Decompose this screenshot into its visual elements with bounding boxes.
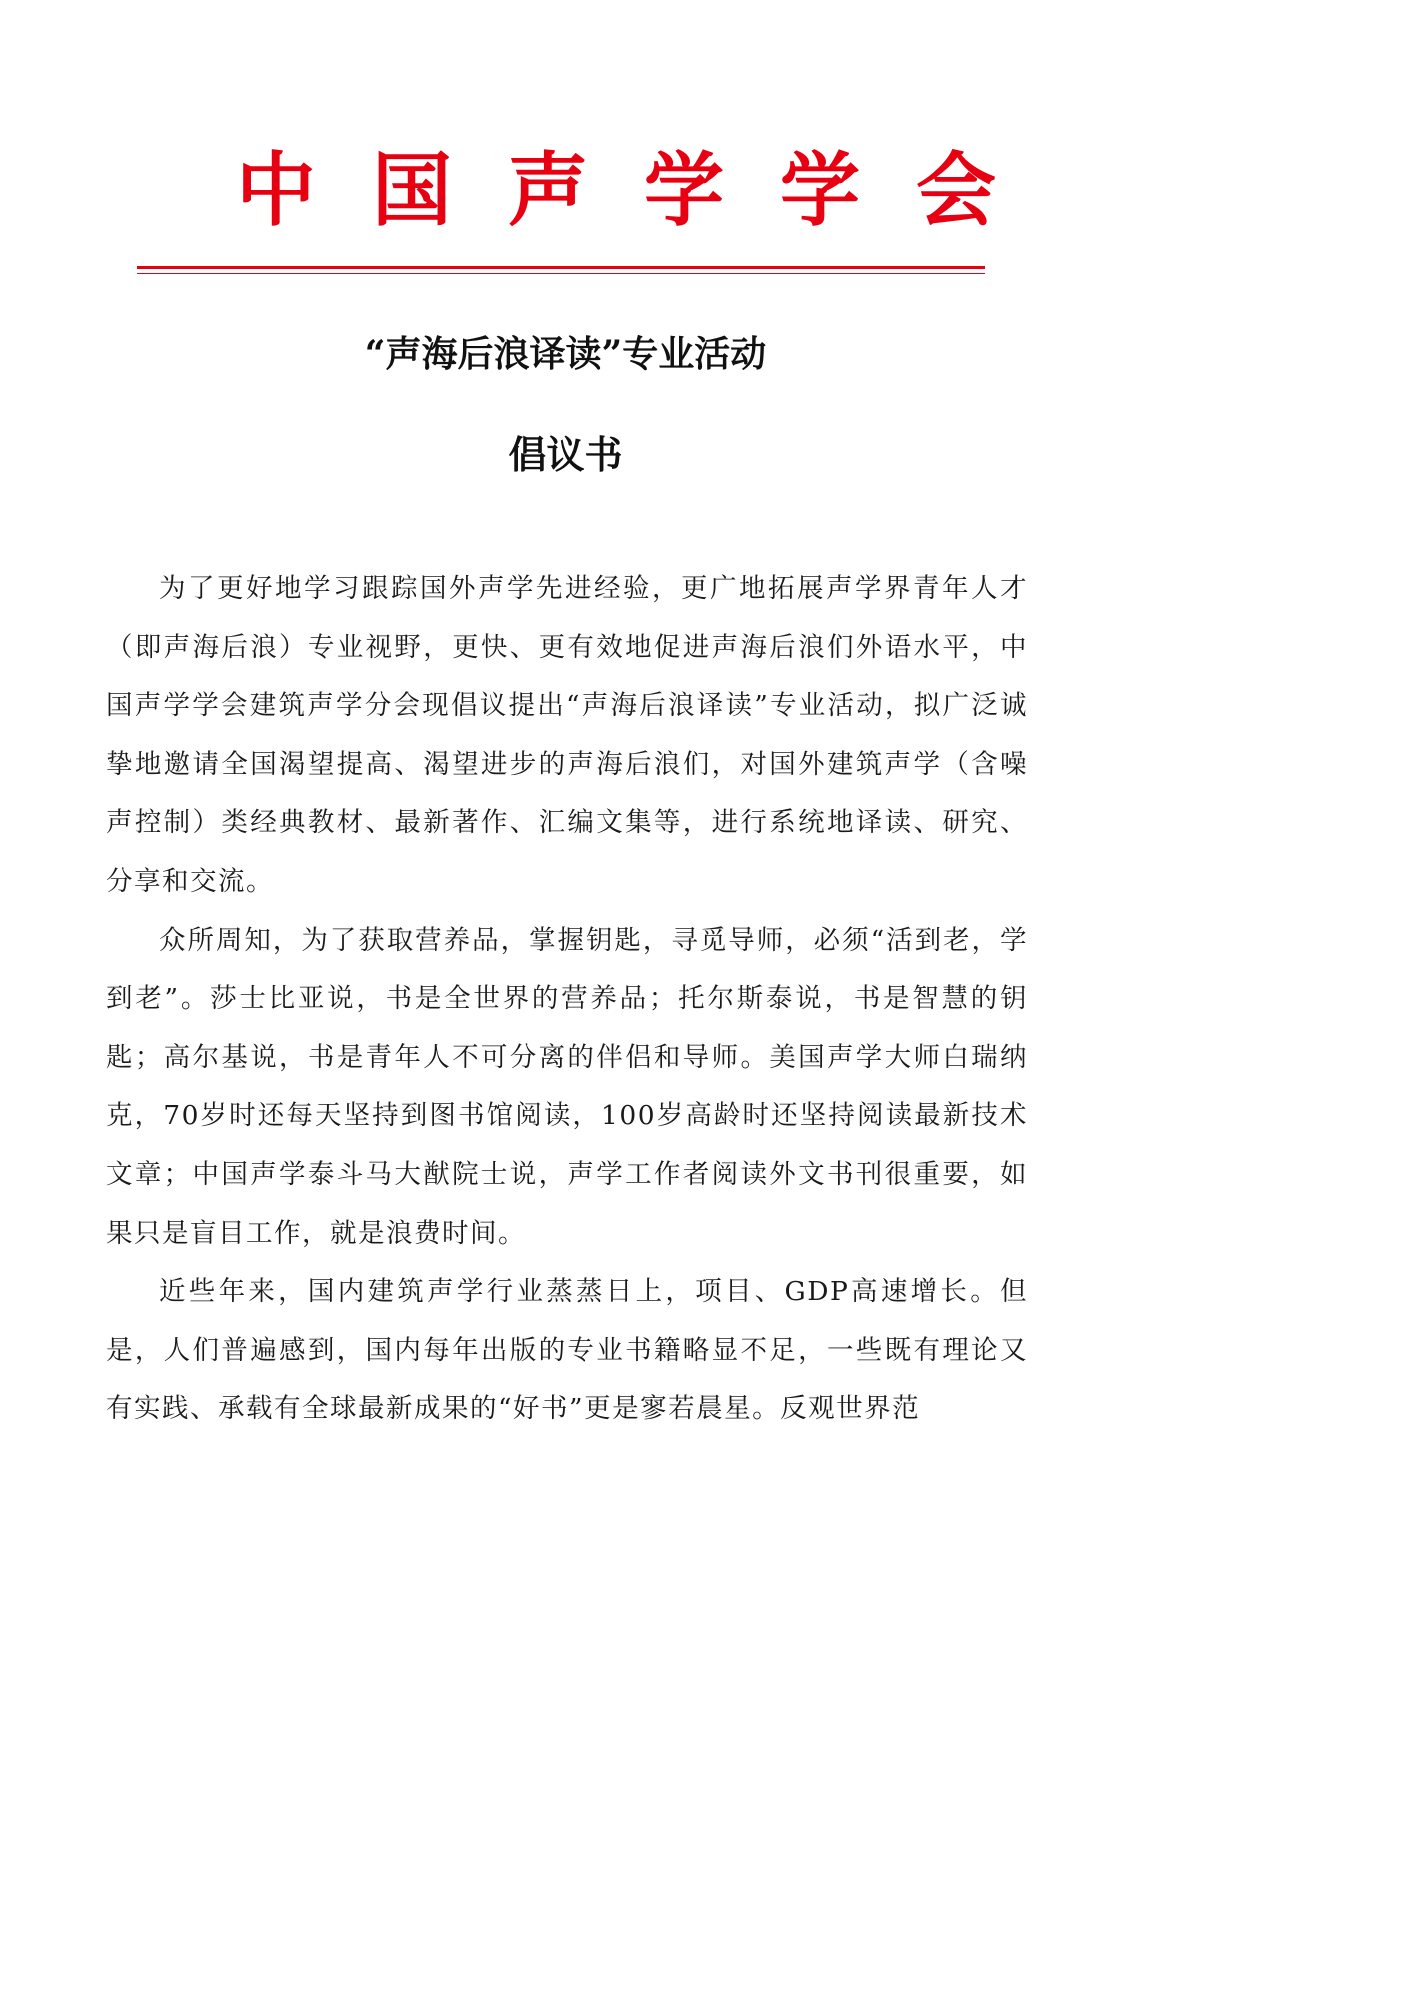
body-paragraph: 为了更好地学习跟踪国外声学先进经验，更广地拓展声学界青年人才（即声海后浪）专业视野，更快、更有效地促进声海后浪们外语水平，中国声学学会建筑声学分会现倡议提出“声海后浪译读”专业活动，拟广泛诚挚地邀请全国渴望提高、渴望进步的声海后浪们，对国外建筑声学（含噪声控制）类经典教材、最新著作、汇编文集等，进行系统地译读、研究、分享和交流。 [106, 573, 1028, 897]
letterhead-char: 国 [372, 143, 452, 237]
body-paragraph: 众所周知，为了获取营养品，掌握钥匙，寻觅导师，必须“活到老，学到老”。莎士比亚说，书是全世界的营养品；托尔斯泰说，书是智慧的钥匙；高尔基说，书是青年人不可分离的伴侣和导师。美国声学大师白瑞纳克，70岁时还每天坚持到图书馆阅读，100岁高龄时还坚持阅读最新技术文章；中国声学泰斗马大猷院士说，声学工作者阅读外文书刊很重要，如果只是盲目工作，就是浪费时间。 [106, 924, 1028, 1249]
letterhead-char: 中 [236, 143, 316, 237]
letterhead-divider-thick [137, 266, 985, 269]
letterhead-org-name [236, 140, 996, 240]
letterhead-divider-thin [137, 273, 985, 274]
letterhead-char: 声 [508, 143, 588, 237]
letterhead-char: 学 [644, 143, 724, 237]
document-title: “声海后浪译读”专业活动 [364, 333, 767, 375]
body-paragraph: 近些年来，国内建筑声学行业蒸蒸日上，项目、GDP高速增长。但是，人们普遍感到，国内每年出版的专业书籍略显不足，一些既有理论又有实践、承载有全球最新成果的“好书”更是寥若晨星。反观世界范 [106, 1276, 1028, 1425]
document-body [106, 560, 1028, 1439]
document-subtitle: 倡议书 [508, 432, 623, 477]
letterhead-char: 学 [780, 143, 860, 237]
letterhead-char: 会 [916, 143, 996, 237]
